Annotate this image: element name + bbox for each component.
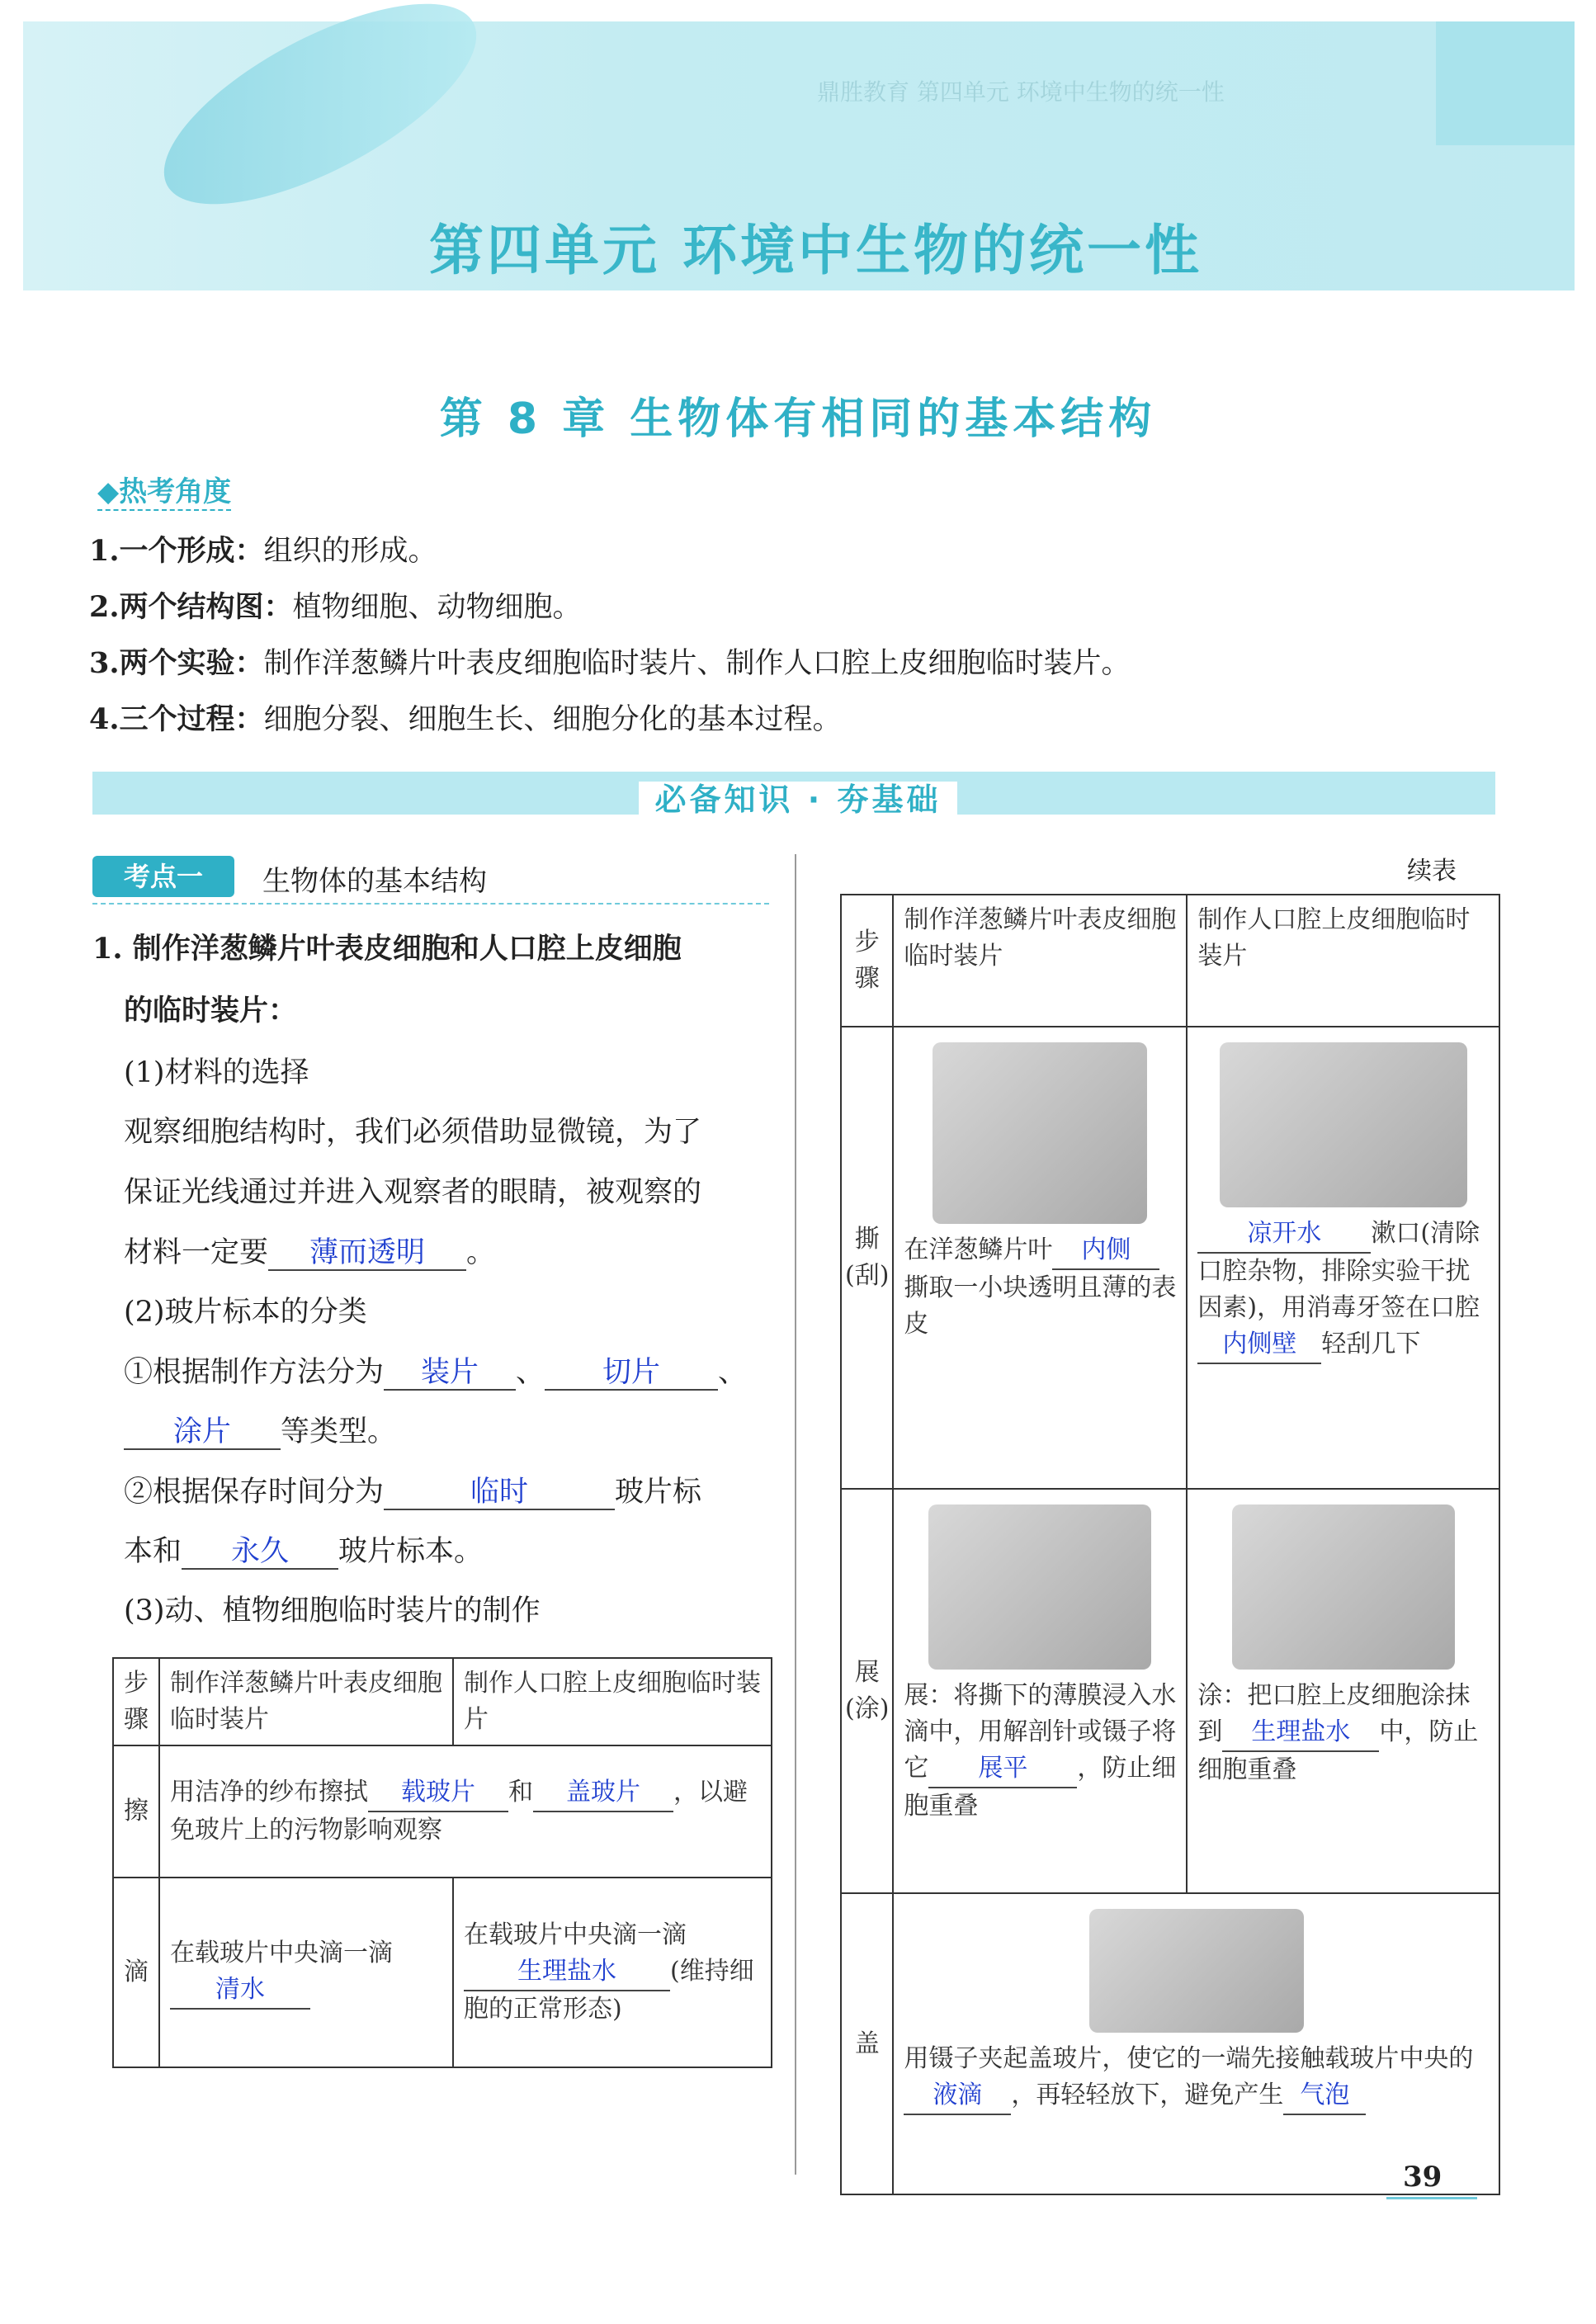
hot-topic-item: 1.一个形成：组织的形成。 — [89, 534, 437, 568]
subsection-heading: (2)玻片标本的分类 — [124, 1296, 367, 1329]
subsection-heading: (3)动、植物细胞临时装片的制作 — [124, 1594, 541, 1627]
paragraph-line: 观察细胞结构时，我们必须借助显微镜，为了 — [124, 1116, 702, 1149]
page-number: 39 — [1403, 2161, 1443, 2194]
table-cell: 制作人口腔上皮细胞临时装片 — [453, 1658, 772, 1745]
table-cell: 步骤 — [113, 1658, 159, 1745]
table-cell: 制作人口腔上皮细胞临时装片 — [1187, 895, 1499, 1027]
banner-corner-tab — [1436, 21, 1575, 145]
table-row — [841, 1027, 1499, 1489]
unit-title: 第四单元 环境中生物的统一性 — [429, 219, 1202, 282]
table-cell: 在载玻片中央滴一滴清水 — [159, 1878, 453, 2067]
table-row — [841, 895, 1499, 1027]
table-cell: 擦 — [113, 1745, 159, 1878]
paragraph-line: 涂片 等类型。 — [124, 1415, 396, 1450]
hot-topic-item: 3.两个实验：制作洋葱鳞片叶表皮细胞临时装片、制作人口腔上皮细胞临时装片。 — [89, 646, 1131, 680]
kaodian-tag: 考点一 — [92, 856, 234, 897]
table-cell: 用镊子夹起盖玻片，使它的一端先接触载玻片中央的液滴 ，再轻轻放下，避免产生 气泡 — [893, 1893, 1499, 2194]
answer-blank: 涂片 — [124, 1415, 281, 1450]
table-cell: 凉开水 漱口(清除口腔杂物，排除实验干扰因素)，用消毒牙签在口腔内侧壁 轻刮几下 — [1187, 1027, 1499, 1489]
hot-topic-item: 4.三个过程：细胞分裂、细胞生长、细胞分化的基本过程。 — [89, 702, 842, 736]
spread-film-photo — [928, 1504, 1151, 1670]
table-row — [841, 1489, 1499, 1893]
smear-photo — [1232, 1504, 1455, 1670]
mouth-swab-photo — [1220, 1042, 1467, 1207]
procedure-table-right — [840, 894, 1500, 2195]
table-cell: 撕(刮) — [841, 1027, 893, 1489]
table-row — [113, 1745, 772, 1878]
paragraph-line: ②根据保存时间分为 临时 玻片标 — [124, 1476, 702, 1509]
subsection-heading: (1)材料的选择 — [124, 1056, 309, 1089]
table-continued-label: 续表 — [1407, 857, 1457, 886]
kaodian-title: 生物体的基本结构 — [262, 865, 487, 898]
table-cell: 涂：把口腔上皮细胞涂抹到 生理盐水 中，防止细胞重叠 — [1187, 1489, 1499, 1893]
table-cell: 在载玻片中央滴一滴生理盐水 (维持细胞的正常形态) — [453, 1878, 772, 2067]
table-cell: 用洁净的纱布擦拭 载玻片 和 盖玻片 ，以避免玻片上的污物影响观察 — [159, 1745, 772, 1878]
table-cell: 滴 — [113, 1878, 159, 2067]
hot-topics-heading: ◆热考角度 — [97, 469, 231, 511]
answer-blank: 永久 — [182, 1535, 338, 1570]
banner-watermark-text: 鼎胜教育 第四单元 环境中生物的统一性 — [817, 78, 1225, 106]
table-cell: 步骤 — [841, 895, 893, 1027]
table-row — [113, 1878, 772, 2067]
paragraph-line: ①根据制作方法分为 装片 、 切片 、 — [124, 1356, 748, 1389]
table-cell: 展：将撕下的薄膜浸入水滴中，用解剖针或镊子将它 展平 ，防止细胞重叠 — [893, 1489, 1187, 1893]
answer-blank: 临时 — [384, 1476, 615, 1510]
page-number-ornament — [1386, 2197, 1477, 2206]
column-divider — [795, 854, 796, 2175]
answer-blank: 薄而透明 — [268, 1236, 466, 1271]
table-cell: 在洋葱鳞片叶 内侧撕取一小块透明且薄的表皮 — [893, 1027, 1187, 1489]
table-row — [113, 1658, 772, 1745]
cover-slip-photo — [1089, 1909, 1304, 2033]
table-cell: 展(涂) — [841, 1489, 893, 1893]
question-title-cont: 的临时装片： — [124, 994, 298, 1027]
question-title: 1. 制作洋葱鳞片叶表皮细胞和人口腔上皮细胞 — [92, 932, 682, 966]
paragraph-line: 本和 永久 玻片标本。 — [124, 1535, 484, 1568]
chapter-title: 第 8 章 生物体有相同的基本结构 — [439, 394, 1157, 444]
onion-peel-photo — [933, 1042, 1147, 1224]
section-band-title: 必备知识 · 夯基础 — [0, 774, 1596, 820]
paragraph-line: 保证光线通过并进入观察者的眼睛，被观察的 — [124, 1176, 702, 1209]
paragraph-line: 材料一定要 薄而透明 。 — [124, 1236, 496, 1269]
table-cell: 盖 — [841, 1893, 893, 2194]
procedure-table-left — [112, 1657, 772, 2068]
table-cell: 制作洋葱鳞片叶表皮细胞临时装片 — [159, 1658, 453, 1745]
table-row — [841, 1893, 1499, 2194]
table-cell: 制作洋葱鳞片叶表皮细胞临时装片 — [893, 895, 1187, 1027]
answer-blank: 装片 — [384, 1356, 516, 1391]
kaodian-rule — [92, 903, 769, 905]
hot-topic-item: 2.两个结构图：植物细胞、动物细胞。 — [89, 590, 582, 624]
answer-blank: 切片 — [545, 1356, 718, 1391]
